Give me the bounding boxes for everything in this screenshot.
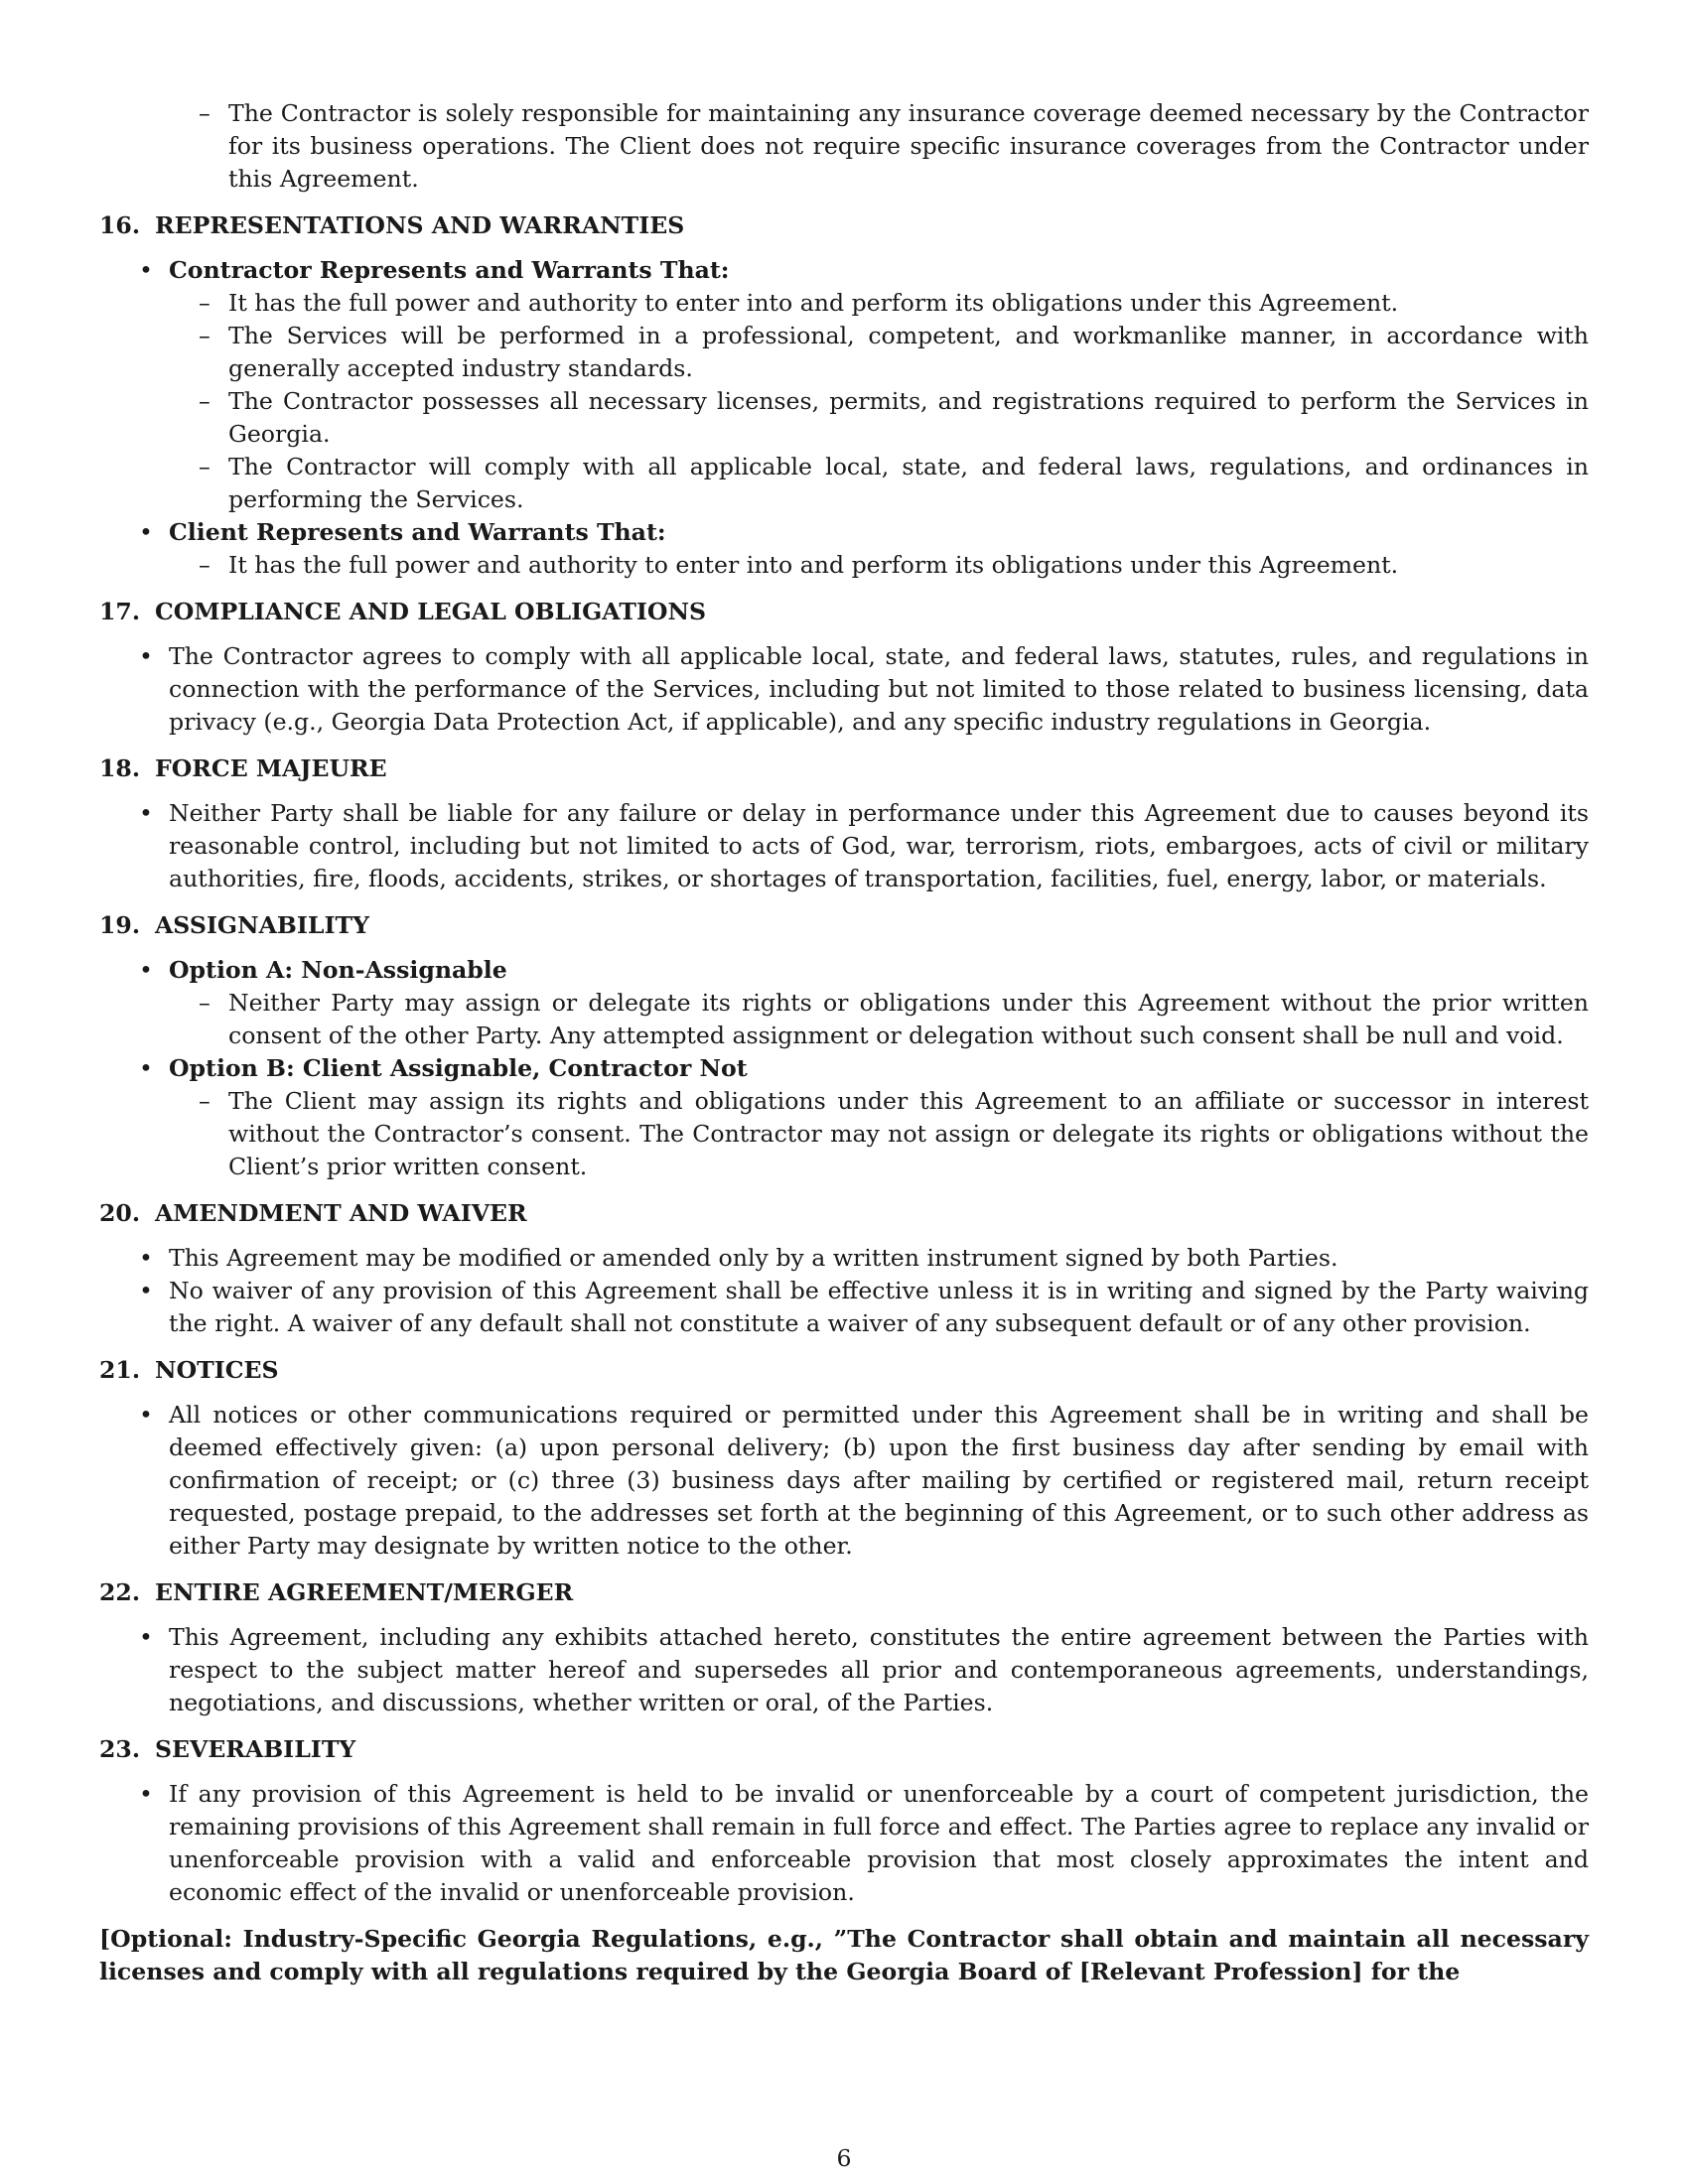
section-title: SEVERABILITY <box>155 1735 356 1763</box>
section-title: FORCE MAJEURE <box>155 754 387 782</box>
document-page <box>99 97 1589 2012</box>
list-item: – Neither Party may assign or delegate its rights or obligations under this Agreement without the prior written consent of the other Party. Any attempted assignment or delegation without such consent shall be null and void. <box>99 987 1589 1052</box>
section-heading <box>99 1197 1589 1230</box>
bullet-list <box>99 954 1589 1183</box>
section-18 <box>99 752 1589 895</box>
list-item: – The Contractor possesses all necessary licenses, permits, and registrations required to perform the Services in Georgia. <box>99 385 1589 451</box>
list-item: • This Agreement, including any exhibits attached hereto, constitutes the entire agreement between the Parties with respect to the subject matter hereof and supersedes all prior and contemporaneous agreements, understandings, negotiations, and discussions, whether written or oral, of the Parties. <box>99 1621 1589 1719</box>
list-item: – It has the full power and authority to enter into and perform its obligations under this Agreement. <box>99 549 1589 582</box>
section-number: 18. <box>99 754 141 782</box>
section-heading <box>99 596 1589 628</box>
section-heading <box>99 209 1589 242</box>
option-a-title: • Option A: Non-Assignable <box>169 956 507 984</box>
list-item: • This Agreement may be modified or amended only by a written instrument signed by both Parties. <box>99 1242 1589 1275</box>
section-title: REPRESENTATIONS AND WARRANTIES <box>155 211 685 239</box>
section-17 <box>99 596 1589 739</box>
list-item: • The Contractor agrees to comply with all applicable local, state, and federal laws, statutes, rules, and regulations in connection with the performance of the Services, including but not limited to those related to business licensing, data privacy (e.g., Georgia Data Protection Act, if applicable), and any specific industry regulations in Georgia. <box>99 640 1589 739</box>
section-heading <box>99 752 1589 785</box>
option-b-title: • Option B: Client Assignable, Contractor Not <box>169 1054 748 1082</box>
section-number: 20. <box>99 1199 141 1227</box>
bullet-list <box>99 1778 1589 1909</box>
section-number: 21. <box>99 1356 141 1384</box>
dash-list <box>99 287 1589 516</box>
list-item: • Neither Party shall be liable for any failure or delay in performance under this Agreement due to causes beyond its reasonable control, including but not limited to acts of God, war, terrorism, riots, embargoes, acts of civil or military authorities, fire, floods, accidents, strikes, or shortages of transportation, facilities, fuel, energy, labor, or materials. <box>99 797 1589 895</box>
section-22 <box>99 1576 1589 1719</box>
section-title: ENTIRE AGREEMENT/MERGER <box>155 1578 574 1606</box>
section-number: 22. <box>99 1578 141 1606</box>
optional-regulations-note: [Optional: Industry-Specific Georgia Regulations, e.g., ”The Contractor shall obtain and maintain all necessary licenses and comply with all regulations required by the Georgia Board of [Relevant Profession] for the <box>99 1925 1589 1985</box>
list-item: • All notices or other communications required or permitted under this Agreement shall be in writing and shall be deemed effectively given: (a) upon personal delivery; (b) upon the first business day after sending by email with confirmation of receipt; or (c) three (3) business days after mailing by certified or registered mail, return receipt requested, postage prepaid, to the addresses set forth at the beginning of this Agreement, or to such other address as either Party may designate by written notice to the other. <box>99 1399 1589 1563</box>
section-title: NOTICES <box>155 1356 279 1384</box>
list-item <box>99 954 1589 1052</box>
section-23 <box>99 1733 1589 1909</box>
list-item: • If any provision of this Agreement is held to be invalid or unenforceable by a court of competent jurisdiction, the remaining provisions of this Agreement shall remain in full force and effect. The Parties agree to replace any invalid or unenforceable provision with a valid and enforceable provision that most closely approximates the intent and economic effect of the invalid or unenforceable provision. <box>99 1778 1589 1909</box>
section-21 <box>99 1354 1589 1563</box>
contractor-warranties-title: • Contractor Represents and Warrants That: <box>169 256 730 284</box>
section-heading <box>99 1576 1589 1609</box>
list-item: – It has the full power and authority to enter into and perform its obligations under this Agreement. <box>99 287 1589 320</box>
section-number: 19. <box>99 911 141 939</box>
dash-list <box>99 987 1589 1052</box>
list-item <box>99 1052 1589 1183</box>
list-item <box>99 516 1589 582</box>
page-number: 6 <box>836 2144 852 2172</box>
bullet-list <box>99 640 1589 739</box>
list-item: • No waiver of any provision of this Agreement shall be effective unless it is in writing and signed by the Party waiving the right. A waiver of any default shall not constitute a waiver of any subsequent default or of any other provision. <box>99 1275 1589 1340</box>
dash-list <box>99 1085 1589 1183</box>
list-item: – The Client may assign its rights and obligations under this Agreement to an affiliate or successor in interest without the Contractor’s consent. The Contractor may not assign or delegate its rights or obligations without the Client’s prior written consent. <box>99 1085 1589 1183</box>
section-number: 16. <box>99 211 141 239</box>
client-warranties-title: • Client Represents and Warrants That: <box>169 518 666 546</box>
section-19 <box>99 909 1589 1183</box>
section-heading <box>99 1354 1589 1387</box>
list-item: – The Contractor will comply with all applicable local, state, and federal laws, regulations, and ordinances in performing the Services. <box>99 451 1589 516</box>
section-number: 23. <box>99 1735 141 1763</box>
section-title: COMPLIANCE AND LEGAL OBLIGATIONS <box>155 598 707 625</box>
list-item: – The Services will be performed in a professional, competent, and workmanlike manner, in accordance with generally accepted industry standards. <box>99 320 1589 385</box>
section-20 <box>99 1197 1589 1340</box>
bullet-list <box>99 797 1589 895</box>
bullet-list <box>99 254 1589 582</box>
section-heading <box>99 1733 1589 1766</box>
section-title: AMENDMENT AND WAIVER <box>155 1199 527 1227</box>
list-item <box>99 254 1589 516</box>
section-16 <box>99 209 1589 582</box>
section-number: 17. <box>99 598 141 625</box>
bullet-list <box>99 1399 1589 1563</box>
section-heading <box>99 909 1589 942</box>
bullet-list <box>99 1621 1589 1719</box>
insurance-clause: – The Contractor is solely responsible for maintaining any insurance coverage deemed necessary by the Contractor for its business operations. The Client does not require specific insurance coverages from the Contractor under this Agreement. <box>99 97 1589 196</box>
dash-list <box>99 549 1589 582</box>
section-title: ASSIGNABILITY <box>155 911 369 939</box>
bullet-list <box>99 1242 1589 1340</box>
